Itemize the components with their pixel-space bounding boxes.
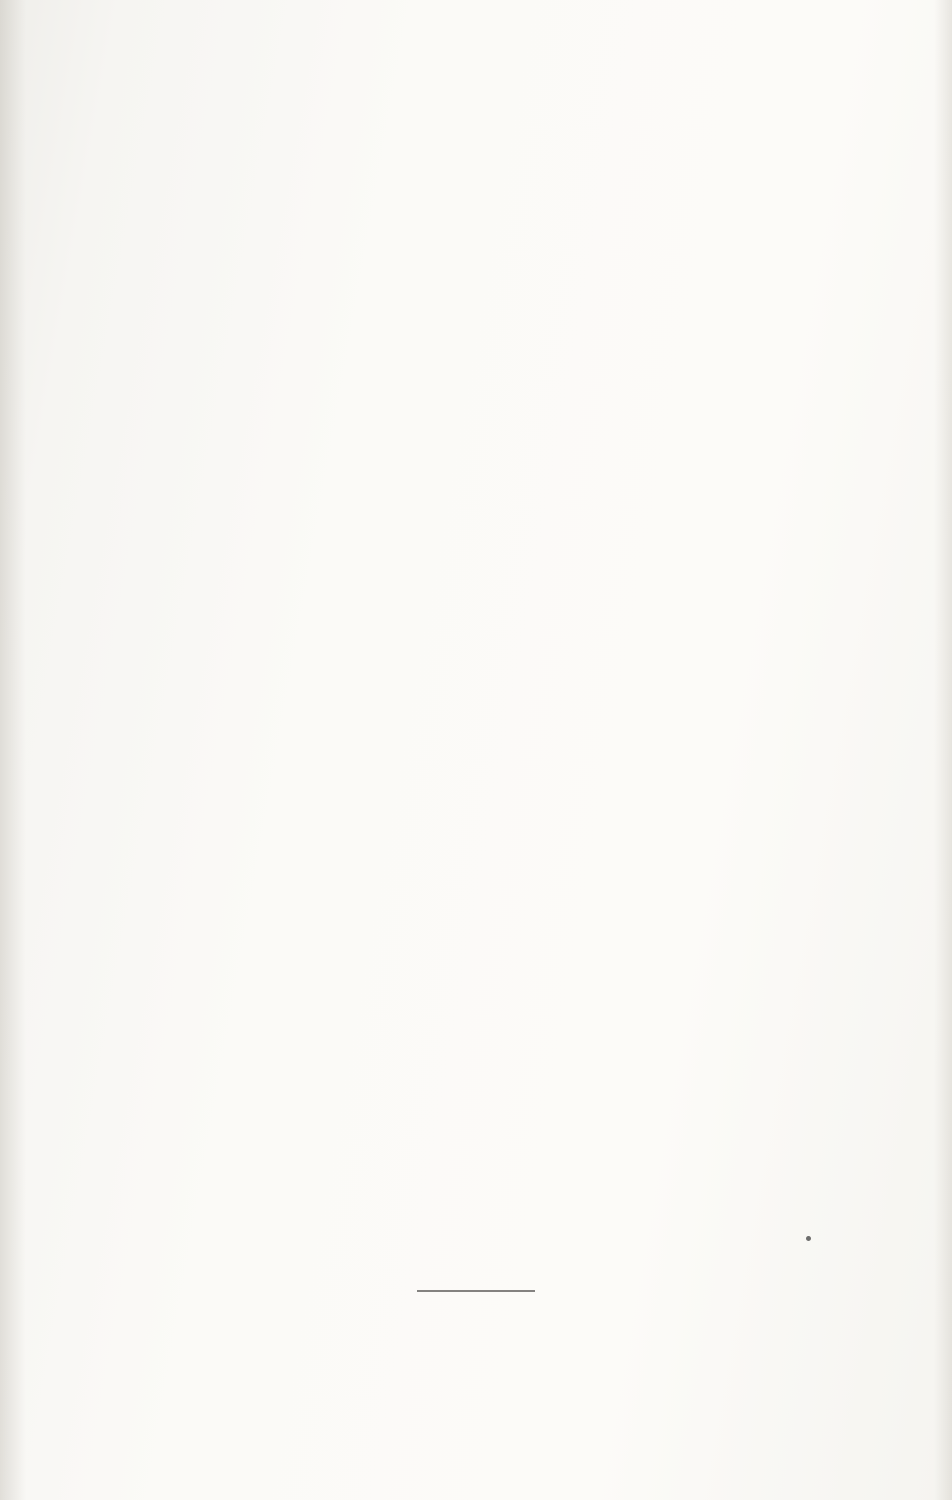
ink-speck xyxy=(806,1236,811,1241)
horizontal-rule xyxy=(417,1290,535,1292)
page-edge-shadow xyxy=(934,0,952,1500)
